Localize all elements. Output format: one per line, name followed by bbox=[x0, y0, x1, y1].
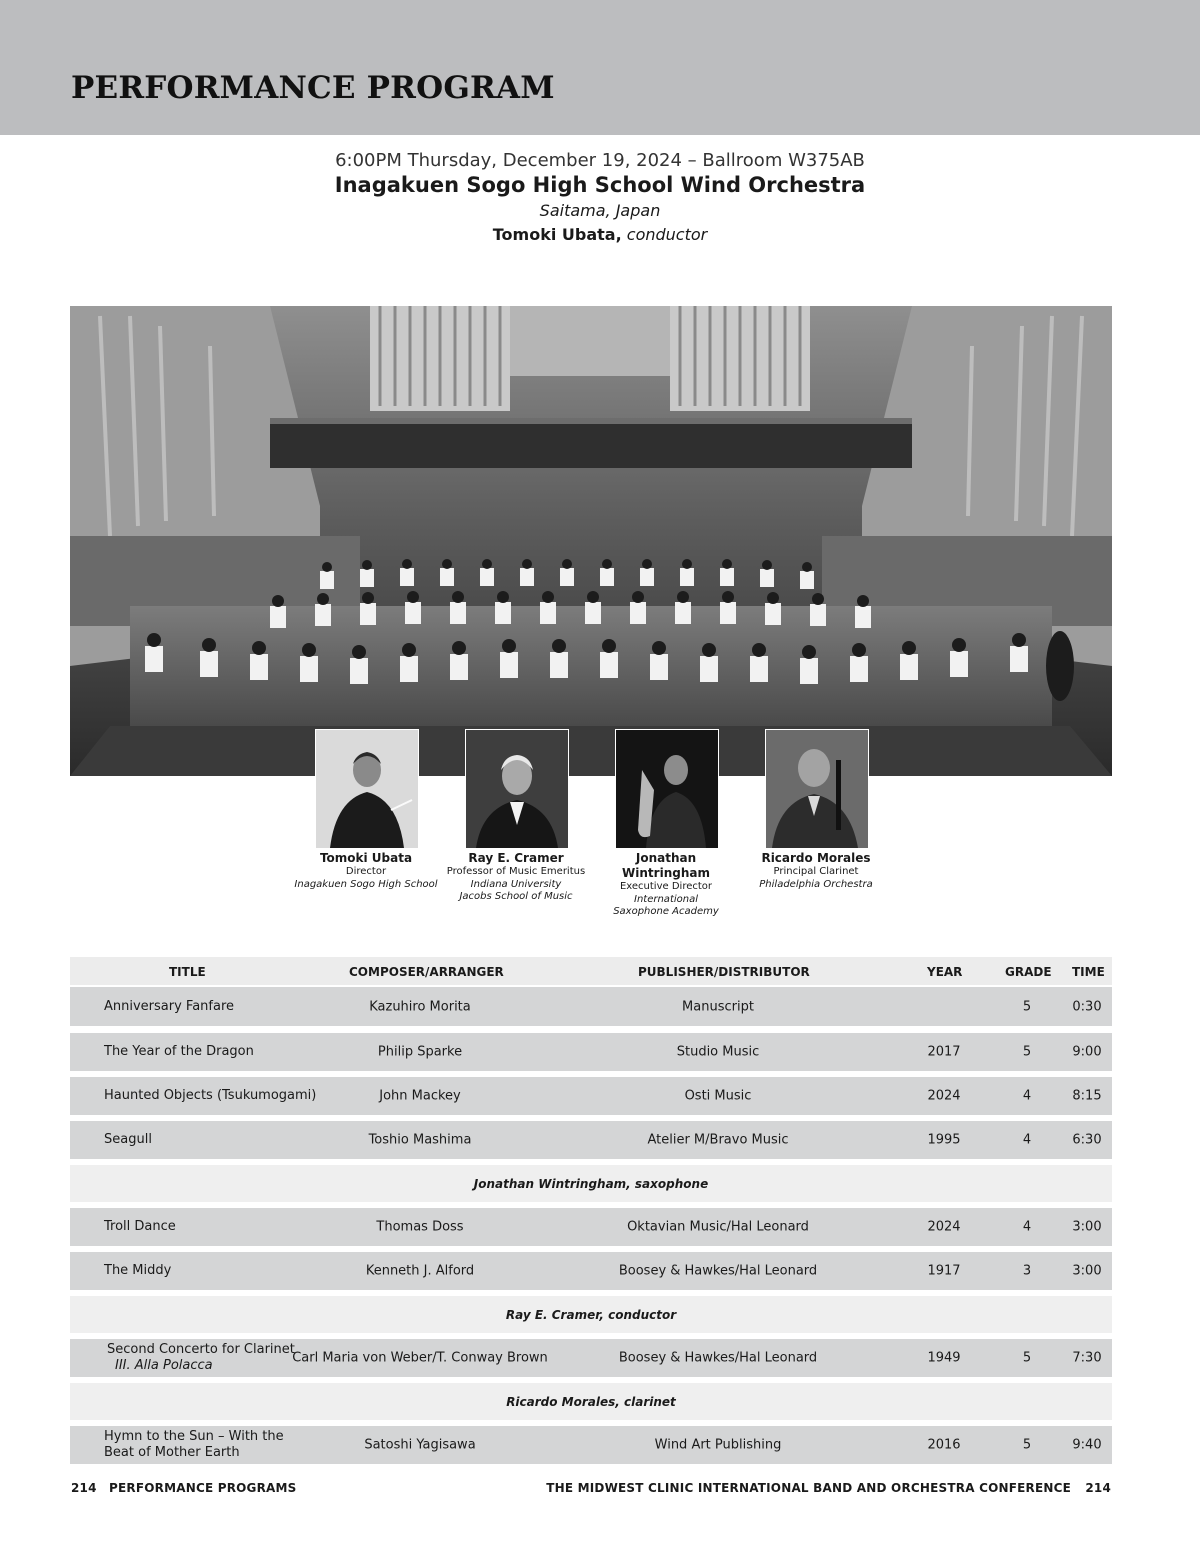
row-composer: Kenneth J. Alford bbox=[365, 1263, 475, 1279]
row-grade: 5 bbox=[1022, 1437, 1032, 1453]
header-year: YEAR bbox=[927, 965, 963, 979]
row-time: 3:00 bbox=[1072, 1219, 1102, 1235]
row-year: 2024 bbox=[927, 1088, 961, 1104]
table-row bbox=[70, 1033, 1112, 1071]
row-time: 0:30 bbox=[1072, 999, 1102, 1014]
row-composer: Kazuhiro Morita bbox=[369, 999, 471, 1014]
row-title: Seagull bbox=[104, 1132, 152, 1147]
person-role: Principal Clarinet bbox=[773, 866, 859, 877]
person-role: Executive Director bbox=[619, 881, 713, 892]
soloist-note-row bbox=[70, 1165, 1112, 1202]
row-title: The Middy bbox=[104, 1263, 172, 1278]
row-year: 2017 bbox=[927, 1044, 961, 1060]
event-datetime: 6:00PM Thursday, December 19, 2024 – Ballroom W375AB bbox=[335, 150, 865, 171]
row-title: Hymn to the Sun – With the Beat of Mother Earth bbox=[104, 1429, 284, 1460]
portrait-photo bbox=[615, 729, 719, 849]
row-year: 1917 bbox=[927, 1263, 961, 1279]
row-grade: 5 bbox=[1022, 999, 1032, 1014]
row-year: 2024 bbox=[927, 1219, 961, 1235]
person-caption bbox=[291, 851, 441, 891]
row-grade: 4 bbox=[1022, 1132, 1032, 1148]
row-publisher: Studio Music bbox=[676, 1044, 760, 1060]
person-name: Tomoki Ubata bbox=[319, 851, 413, 865]
header-band bbox=[0, 0, 1200, 135]
table-row bbox=[70, 1426, 1112, 1464]
row-title-movement: III. Alla Polacca bbox=[115, 1358, 213, 1373]
row-publisher: Atelier M/Bravo Music bbox=[647, 1132, 789, 1148]
soloist-note-row bbox=[70, 1383, 1112, 1420]
portrait-photo bbox=[315, 729, 419, 849]
page-title: PERFORMANCE PROGRAM bbox=[71, 70, 555, 106]
row-title: Haunted Objects (Tsukumogami) bbox=[104, 1088, 317, 1103]
row-time: 3:00 bbox=[1072, 1263, 1102, 1279]
soloist-note: Jonathan Wintringham, saxophone bbox=[473, 1176, 709, 1191]
row-title: The Year of the Dragon bbox=[104, 1044, 254, 1059]
soloist-note: Ray E. Cramer, conductor bbox=[505, 1307, 677, 1322]
table-row bbox=[70, 1208, 1112, 1246]
row-grade: 5 bbox=[1022, 1044, 1032, 1060]
row-composer: John Mackey bbox=[379, 1088, 461, 1104]
footer-left-page-number: 214 bbox=[71, 1481, 97, 1495]
table-row bbox=[70, 1077, 1112, 1115]
header-composer: COMPOSER/ARRANGER bbox=[349, 965, 504, 979]
row-grade: 3 bbox=[1022, 1263, 1032, 1279]
row-publisher: Boosey & Hawkes/Hal Leonard bbox=[618, 1263, 818, 1279]
portrait-photo bbox=[765, 729, 869, 849]
table-row bbox=[70, 1252, 1112, 1290]
person-name: Ricardo Morales bbox=[761, 851, 871, 865]
row-publisher: Oktavian Music/Hal Leonard bbox=[627, 1219, 809, 1235]
person-caption bbox=[441, 851, 591, 904]
ensemble-name: Inagakuen Sogo High School Wind Orchestra bbox=[334, 173, 866, 197]
conductor-name: Tomoki Ubata, bbox=[492, 225, 622, 244]
row-composer: Toshio Mashima bbox=[368, 1132, 472, 1148]
ensemble-group-photo bbox=[70, 306, 1112, 776]
person-role: Professor of Music Emeritus bbox=[446, 866, 586, 877]
row-year: 1949 bbox=[927, 1350, 961, 1366]
row-year: 2016 bbox=[927, 1437, 961, 1453]
row-time: 9:40 bbox=[1072, 1437, 1102, 1453]
row-time: 7:30 bbox=[1072, 1350, 1102, 1366]
person-role: Director bbox=[345, 866, 387, 877]
row-title-main: Second Concerto for Clarinet bbox=[107, 1342, 295, 1357]
portrait-photo bbox=[465, 729, 569, 849]
row-grade: 5 bbox=[1022, 1350, 1032, 1366]
table-row bbox=[70, 987, 1112, 1026]
person-org: Indiana University Jacobs School of Music bbox=[459, 878, 573, 902]
footer-right-page-number: 214 bbox=[1085, 1481, 1111, 1495]
row-year: 1995 bbox=[927, 1132, 961, 1148]
person-org: Philadelphia Orchestra bbox=[759, 878, 873, 890]
person-org: Inagakuen Sogo High School bbox=[294, 878, 438, 890]
row-publisher: Manuscript bbox=[682, 999, 754, 1014]
row-time: 8:15 bbox=[1072, 1088, 1102, 1104]
row-composer: Philip Sparke bbox=[377, 1044, 463, 1060]
row-title: Troll Dance bbox=[104, 1219, 176, 1234]
row-publisher: Osti Music bbox=[684, 1088, 752, 1104]
conductor-line bbox=[0, 225, 1200, 244]
table-row bbox=[70, 1339, 1112, 1377]
row-grade: 4 bbox=[1022, 1088, 1032, 1104]
person-caption bbox=[591, 851, 741, 919]
row-composer: Thomas Doss bbox=[376, 1219, 464, 1235]
row-time: 9:00 bbox=[1072, 1044, 1102, 1060]
table-header bbox=[70, 957, 1112, 985]
person-caption bbox=[741, 851, 891, 891]
table-row bbox=[70, 1121, 1112, 1159]
header-grade: GRADE bbox=[1005, 965, 1052, 979]
person-name: Ray E. Cramer bbox=[468, 851, 564, 865]
row-title: Anniversary Fanfare bbox=[104, 998, 235, 1014]
conductor-role: conductor bbox=[626, 225, 708, 244]
row-composer: Carl Maria von Weber/T. Conway Brown bbox=[292, 1350, 548, 1366]
row-time: 6:30 bbox=[1072, 1132, 1102, 1148]
row-composer: Satoshi Yagisawa bbox=[364, 1437, 476, 1453]
header-time: TIME bbox=[1072, 965, 1105, 979]
row-publisher: Boosey & Hawkes/Hal Leonard bbox=[618, 1350, 818, 1366]
soloist-note-row bbox=[70, 1296, 1112, 1333]
person-name: Jonathan Wintringham bbox=[622, 851, 710, 880]
footer-right-label: THE MIDWEST CLINIC INTERNATIONAL BAND AND ORCHESTRA CONFERENCE bbox=[546, 1481, 1071, 1495]
ensemble-location: Saitama, Japan bbox=[539, 201, 661, 220]
row-publisher: Wind Art Publishing bbox=[654, 1437, 782, 1453]
footer-left-label: PERFORMANCE PROGRAMS bbox=[109, 1481, 297, 1495]
person-org: International Saxophone Academy bbox=[613, 893, 719, 917]
row-grade: 4 bbox=[1022, 1219, 1032, 1235]
soloist-note: Ricardo Morales, clarinet bbox=[506, 1394, 676, 1409]
header-publisher: PUBLISHER/DISTRIBUTOR bbox=[638, 965, 810, 979]
header-title: TITLE bbox=[169, 965, 206, 979]
